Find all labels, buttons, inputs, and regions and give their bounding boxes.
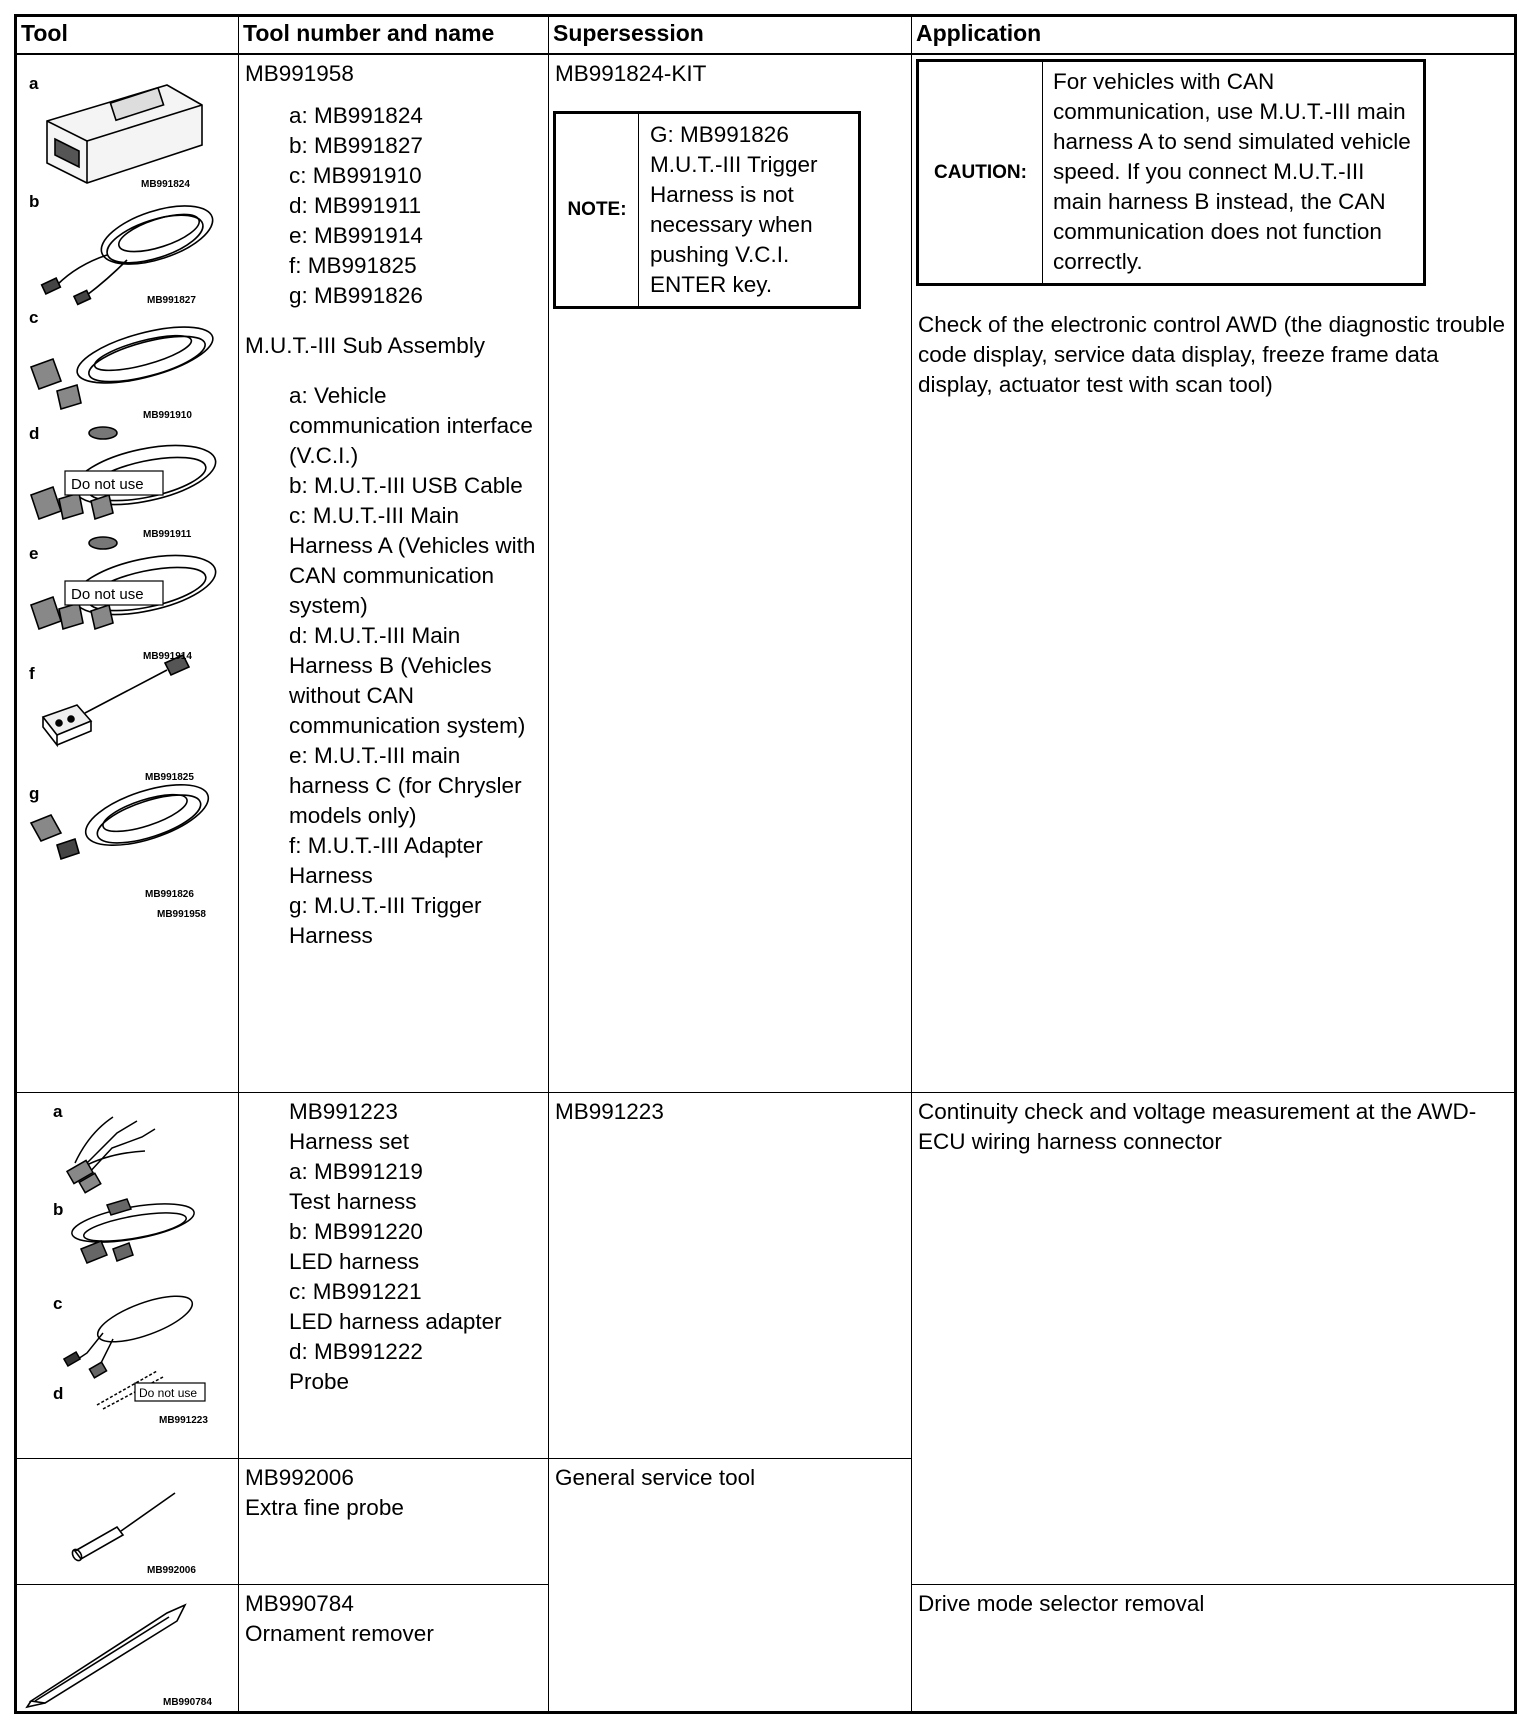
note-text: G: MB991826 M.U.T.-III Trigger Harness is not necessary when pushing V.C.I. ENTER key. <box>650 122 818 297</box>
figure-letter: f <box>29 664 35 683</box>
figure-letter: g <box>29 784 40 803</box>
list-item: LED harness adapter <box>289 1308 502 1334</box>
list-item: a: Vehicle communication interface (V.C.I.) <box>289 383 533 468</box>
list-item: Test harness <box>289 1188 417 1214</box>
list-item: d: MB991911 <box>289 193 422 218</box>
list-item: b: MB991220 <box>289 1218 423 1244</box>
header-supersession: Supersession <box>549 16 912 55</box>
list-item: LED harness <box>289 1248 420 1274</box>
sub-assembly-list <box>239 361 548 951</box>
list-item: Ornament remover <box>245 1620 434 1646</box>
supersession-value: MB991223 <box>555 1098 664 1124</box>
caution-box <box>916 59 1426 286</box>
extra-fine-probe-figure <box>17 1459 239 1585</box>
figure-letter: c <box>53 1293 63 1313</box>
supersession-cell <box>549 54 912 1092</box>
list-item: a: MB991824 <box>289 103 423 128</box>
supersession-cell <box>549 1092 912 1458</box>
figure-letter: b <box>29 192 40 211</box>
tool-figure-cell <box>16 1458 239 1584</box>
list-item: b: M.U.T.-III USB Cable <box>289 473 523 498</box>
list-item: a: MB991219 <box>289 1158 423 1184</box>
figure-caption: MB991223 <box>159 1414 208 1426</box>
special-tools-table <box>14 14 1517 1714</box>
tool-figure-cell <box>16 1092 239 1458</box>
figure-letter: d <box>53 1383 64 1403</box>
figure-caption: MB991914 <box>143 651 192 662</box>
harness-set-figure <box>17 1093 239 1459</box>
header-tool-number-name: Tool number and name <box>239 16 549 55</box>
figure-letter: d <box>29 424 40 443</box>
sub-assembly-title: M.U.T.-III Sub Assembly <box>245 333 486 358</box>
supersession-value: MB991824-KIT <box>555 61 707 86</box>
application-cell <box>912 54 1516 1092</box>
list-item: f: MB991825 <box>289 253 417 278</box>
application-text: Check of the electronic control AWD (the diagnostic trouble code display, service data display, freeze frame data display, actuator test with scan tool) <box>918 312 1505 397</box>
list-item: f: M.U.T.-III Adapter Harness <box>289 833 483 888</box>
list-item: Harness set <box>289 1128 410 1154</box>
tool-number-name-cell <box>239 54 549 1092</box>
ornament-remover-figure <box>17 1585 239 1713</box>
figure-letter: e <box>29 544 39 563</box>
figure-letter: b <box>53 1199 64 1219</box>
figure-caption: MB991824 <box>141 179 190 190</box>
tool-number-name <box>239 1585 548 1649</box>
list-item: e: MB991914 <box>289 223 423 248</box>
do-not-use-label-d: Do not use <box>71 476 144 493</box>
figure-caption: MB992006 <box>147 1564 196 1576</box>
supersession-cell <box>549 1458 912 1712</box>
application-cell <box>912 1092 1516 1584</box>
list-item: d: MB991222 <box>289 1338 423 1364</box>
caution-text: For vehicles with CAN communication, use M.U.T.-III main harness A to send simulated vehicle speed. If you connect M.U.T.-III main harness B instead, the CAN communication does not function correctly. <box>1053 69 1411 274</box>
application-text: Drive mode selector removal <box>918 1590 1205 1616</box>
table-row <box>16 54 1516 1092</box>
mut3-kit-figure <box>17 55 239 1093</box>
header-application: Application <box>912 16 1516 55</box>
figure-caption: MB991827 <box>147 295 196 306</box>
application-text: Continuity check and voltage measurement at the AWD-ECU wiring harness connector <box>918 1098 1477 1154</box>
list-item: Extra fine probe <box>245 1494 404 1520</box>
figure-caption: MB991958 <box>157 909 206 920</box>
list-item: Probe <box>289 1368 350 1394</box>
tool-figure-cell <box>16 54 239 1092</box>
caution-label: CAUTION: <box>919 62 1043 283</box>
list-item: g: MB991826 <box>289 283 423 308</box>
figure-caption: MB991826 <box>145 889 194 900</box>
tool-figure-cell <box>16 1584 239 1712</box>
harness-set-list <box>239 1093 548 1397</box>
figure-letter: a <box>29 74 39 93</box>
figure-caption: MB991911 <box>143 529 192 540</box>
list-item: g: M.U.T.-III Trigger Harness <box>289 893 482 948</box>
tool-number-name-cell <box>239 1584 549 1712</box>
list-item: e: M.U.T.-III main harness C (for Chrysler models only) <box>289 743 522 828</box>
header-tool: Tool <box>16 16 239 55</box>
do-not-use-label: Do not use <box>139 1385 198 1400</box>
figure-caption: MB991910 <box>143 410 192 421</box>
note-label: NOTE: <box>556 114 639 306</box>
list-item: MB992006 <box>245 1464 354 1490</box>
figure-letter: a <box>53 1101 63 1121</box>
supersession-value: General service tool <box>555 1464 756 1490</box>
note-box <box>553 111 861 309</box>
tool-number-name <box>239 1459 548 1523</box>
list-item: MB990784 <box>245 1590 354 1616</box>
list-item: d: M.U.T.-III Main Harness B (Vehicles without CAN communication system) <box>289 623 526 738</box>
figure-letter: c <box>29 308 39 327</box>
list-item: c: M.U.T.-III Main Harness A (Vehicles with CAN communication system) <box>289 503 536 618</box>
list-item: MB991223 <box>289 1098 398 1124</box>
tool-number-name-cell <box>239 1458 549 1584</box>
list-item: c: MB991910 <box>289 163 422 188</box>
tool-part-list <box>239 89 548 311</box>
list-item: b: MB991827 <box>289 133 423 158</box>
list-item: c: MB991221 <box>289 1278 422 1304</box>
tool-number: MB991958 <box>245 61 354 86</box>
header-row <box>16 16 1516 55</box>
figure-caption: MB991825 <box>145 772 194 783</box>
tool-number-name-cell <box>239 1092 549 1458</box>
application-cell <box>912 1584 1516 1712</box>
do-not-use-label-e: Do not use <box>71 586 144 603</box>
table-row <box>16 1092 1516 1458</box>
figure-caption: MB990784 <box>163 1696 212 1708</box>
